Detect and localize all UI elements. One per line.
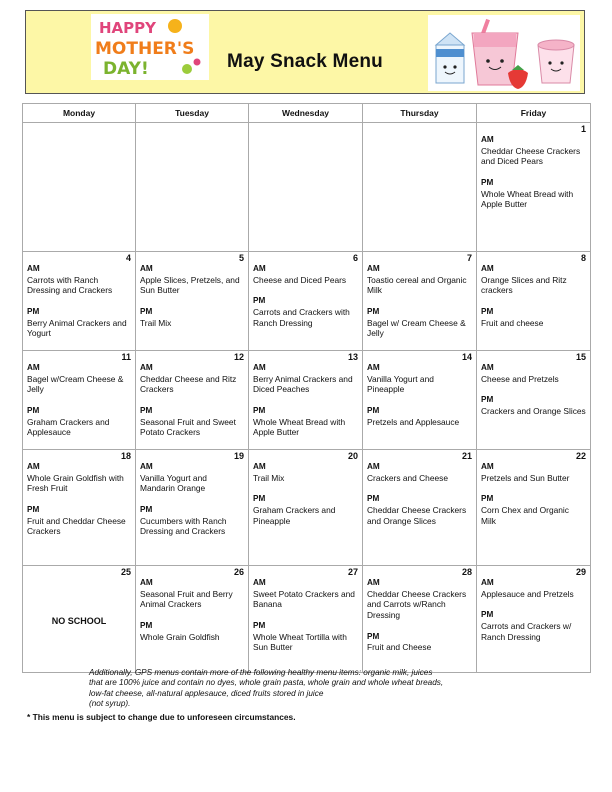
day-cell [249,450,363,566]
day-cell [477,252,591,351]
am-snack: Apple Slices, Pretzels, and Sun Butter [140,274,240,296]
pm-snack: Whole Wheat Bread with Apple Butter [253,416,346,438]
am-snack: Applesauce and Pretzels [481,588,574,599]
date-number: 20 [347,451,358,461]
weekday-header: Thursday [363,104,477,123]
date-number: 18 [120,451,131,461]
pm-label: PM [27,505,40,515]
day-cell [363,351,477,450]
date-number: 28 [461,567,472,577]
am-label: AM [367,462,380,471]
pm-snack: Whole Grain Goldfish [140,631,220,642]
pm-label: PM [367,631,380,641]
am-snack: Trail Mix [253,472,285,483]
pm-label: PM [253,296,266,306]
weekday-header-row [23,104,591,123]
pm-label: PM [481,395,494,405]
week-row [23,351,591,450]
empty-day-cell [136,123,249,252]
date-number: 7 [466,253,472,263]
am-snack: Bagel w/Cream Cheese & Jelly [27,373,124,395]
am-snack: Crackers and Cheese [367,472,448,483]
pm-snack: Seasonal Fruit and Sweet Potato Crackers [140,416,236,438]
am-snack: Orange Slices and Ritz crackers [481,274,567,296]
date-number: 11 [121,352,131,362]
date-number: 12 [233,352,244,362]
pm-snack: Carrots and Crackers with Ranch Dressing [253,306,350,328]
pm-label: PM [140,406,153,416]
date-number: 1 [580,124,586,134]
day-cell [23,450,136,566]
date-number: 13 [347,352,358,362]
menu-notes [89,668,569,710]
am-snack: Cheddar Cheese and Ritz Crackers [140,373,237,395]
day-cell [136,252,249,351]
pm-snack: Graham Crackers and Pineapple [253,504,336,526]
am-snack: Cheddar Cheese Crackers and Diced Pears [481,145,581,167]
pm-label: PM [481,610,494,620]
am-label: AM [140,578,153,587]
empty-day-cell [23,123,136,252]
empty-day-cell [363,123,477,252]
pm-label: PM [367,307,380,317]
pm-label: PM [140,307,153,317]
pm-snack: Crackers and Orange Slices [481,405,586,416]
day-cell [136,566,249,673]
note-line: (not syrup). [89,699,131,709]
day-cell [477,450,591,566]
day-cell [477,566,591,673]
day-cell [23,566,136,673]
date-number: 27 [347,567,358,577]
am-snack: Seasonal Fruit and Berry Animal Crackers [140,588,233,610]
am-snack: Berry Animal Crackers and Diced Peaches [253,373,353,395]
am-label: AM [253,264,266,273]
day-cell [249,351,363,450]
am-label: AM [253,578,266,587]
logo-day: DAY! [103,59,149,79]
header-banner [25,10,585,94]
pm-snack: Whole Wheat Tortilla with Sun Butter [253,631,347,653]
page-title: May Snack Menu [227,51,383,72]
day-cell [23,351,136,450]
date-number: 29 [575,567,586,577]
day-cell [363,450,477,566]
date-number: 14 [461,352,472,362]
date-number: 8 [580,253,586,263]
day-cell [249,252,363,351]
weekday-header: Wednesday [249,104,363,123]
am-snack: Cheddar Cheese Crackers and Carrots w/Ranch Dressing [367,588,467,621]
day-cell [363,252,477,351]
am-label: AM [253,363,266,372]
week-row [23,566,591,673]
weekday-header: Friday [477,104,591,123]
pm-snack: Trail Mix [140,317,172,328]
empty-day-cell [249,123,363,252]
note-line: Additionally, GPS menus contain more of the following healthy menu items: organic milk, juices [89,668,433,677]
am-snack: Carrots with Ranch Dressing and Crackers [27,274,113,296]
disclaimer: * This menu is subject to change due to unforeseen circumstances. [27,712,296,722]
pm-snack: Cucumbers with Ranch Dressing and Crackers [140,515,227,537]
am-label: AM [367,363,380,372]
am-label: AM [481,264,494,273]
date-number: 19 [233,451,244,461]
pm-label: PM [253,406,266,416]
note-line: that are 100% juice and contain no dyes, whole grain pasta, whole grain and whole wheat breads, [89,678,444,688]
am-snack: Sweet Potato Crackers and Banana [253,588,355,610]
pm-label: PM [140,505,153,515]
pm-label: PM [253,494,266,504]
am-label: AM [140,264,153,273]
pm-label: PM [367,406,380,416]
pm-label: PM [253,621,266,631]
pm-label: PM [481,494,494,504]
am-label: AM [481,462,494,471]
pm-label: PM [367,494,380,504]
am-label: AM [481,135,494,144]
week-row [23,450,591,566]
am-snack: Pretzels and Sun Butter [481,472,570,483]
no-school-note: NO SCHOOL [51,616,107,626]
am-label: AM [253,462,266,471]
am-label: AM [367,578,380,587]
week-row [23,123,591,252]
am-label: AM [27,264,40,273]
pm-label: PM [27,406,40,416]
pm-snack: Carrots and Crackers w/ Ranch Dressing [481,620,572,642]
weekday-header: Tuesday [136,104,249,123]
pm-snack: Berry Animal Crackers and Yogurt [27,317,127,339]
day-cell [136,351,249,450]
day-cell [249,566,363,673]
am-label: AM [27,462,40,471]
am-snack: Cheese and Pretzels [481,373,559,384]
pm-snack: Cheddar Cheese Crackers and Orange Slices [367,504,467,526]
date-number: 21 [461,451,472,461]
weekday-header: Monday [23,104,136,123]
am-snack: Vanilla Yogurt and Pineapple [367,373,434,395]
am-label: AM [27,363,40,372]
pm-snack: Whole Wheat Bread with Apple Butter [481,188,574,210]
pm-snack: Corn Chex and Organic Milk [481,504,569,526]
note-line: low-fat cheese, all-natural applesauce, diced fruits stored in juice [89,688,324,698]
logo-mothers: MOTHER'S [95,39,195,59]
am-label: AM [481,578,494,587]
day-cell [136,450,249,566]
pm-snack: Fruit and Cheddar Cheese Crackers [27,515,126,537]
am-label: AM [140,462,153,471]
day-cell [477,123,591,252]
day-cell [363,566,477,673]
date-number: 22 [575,451,586,461]
pm-snack: Fruit and cheese [481,317,544,328]
pm-label: PM [481,178,494,188]
pm-snack: Fruit and Cheese [367,642,432,653]
snack-menu-calendar [22,103,591,673]
logo-happy: HAPPY [99,19,157,37]
date-number: 26 [233,567,244,577]
am-label: AM [140,363,153,372]
date-number: 4 [125,253,131,263]
pm-label: PM [481,307,494,317]
date-number: 6 [352,253,358,263]
pm-snack: Pretzels and Applesauce [367,416,460,427]
day-cell [23,252,136,351]
am-label: AM [481,363,494,372]
am-label: AM [367,264,380,273]
am-snack: Cheese and Diced Pears [253,274,347,285]
date-number: 25 [120,567,131,577]
yogurt-cup-icon [538,40,574,83]
date-number: 5 [238,253,244,263]
am-snack: Vanilla Yogurt and Mandarin Orange [140,472,207,494]
week-row [23,252,591,351]
snacks-illustration [428,15,580,91]
date-number: 15 [575,352,586,362]
pm-snack: Graham Crackers and Applesauce [27,416,110,438]
day-cell [477,351,591,450]
am-snack: Toastio cereal and Organic Milk [367,274,467,296]
pm-label: PM [140,621,153,631]
am-snack: Whole Grain Goldfish with Fresh Fruit [27,472,124,494]
pm-snack: Bagel w/ Cream Cheese & Jelly [367,317,466,339]
pm-label: PM [27,307,40,317]
